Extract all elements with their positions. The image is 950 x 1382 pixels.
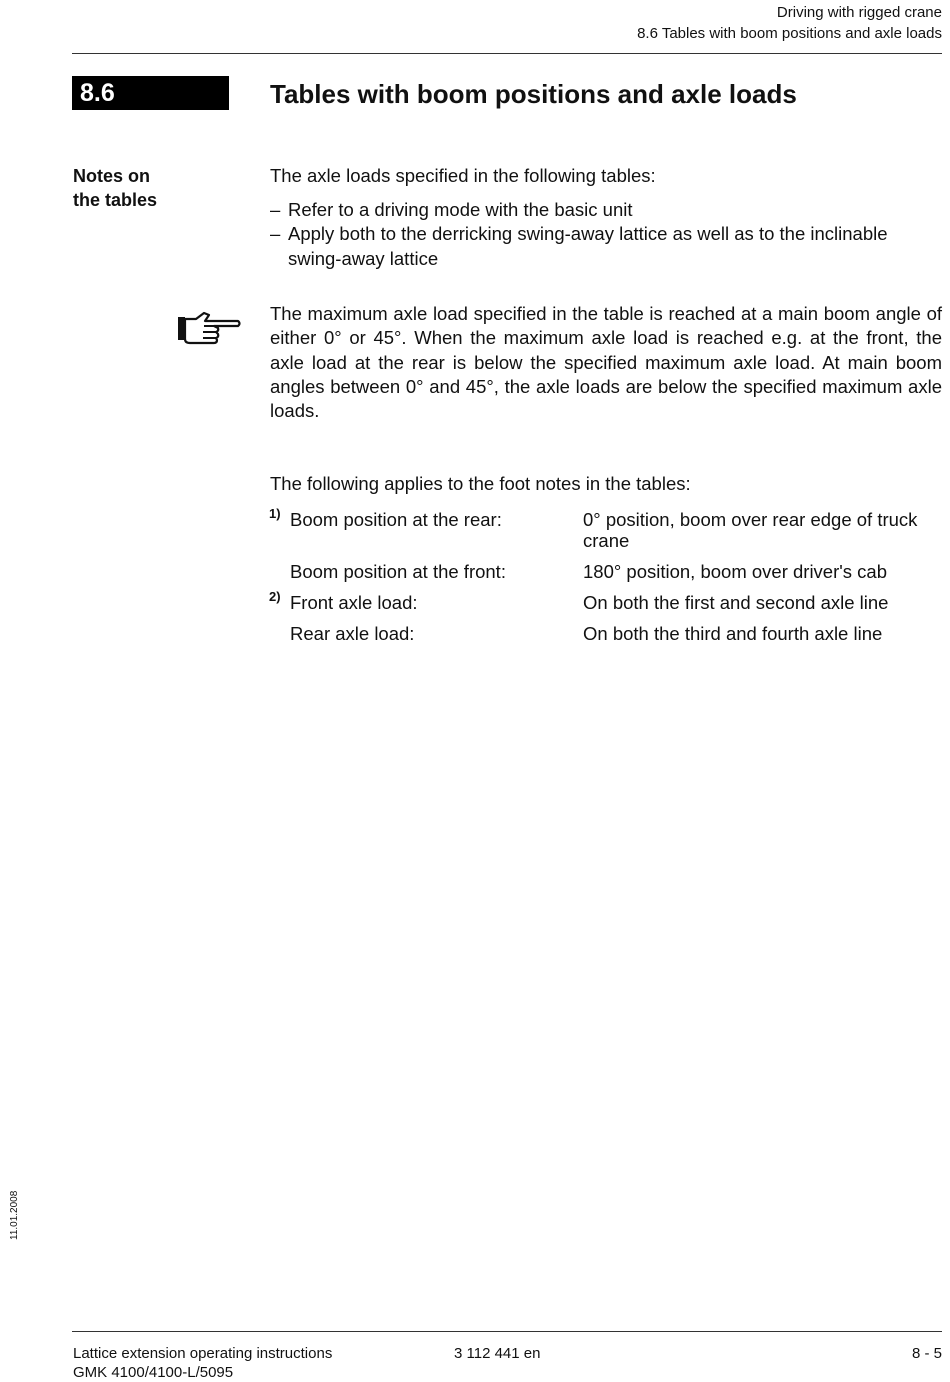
- footnote-label: Rear axle load:: [290, 623, 415, 644]
- bullet-dash: –: [270, 199, 281, 220]
- list-item: [270, 222, 942, 271]
- footnote-mark-1: 1): [269, 506, 281, 521]
- section-title: Tables with boom positions and axle loads: [270, 79, 797, 109]
- bullet-dash: –: [270, 223, 281, 245]
- header-section: 8.6 Tables with boom positions and axle loads: [637, 25, 942, 42]
- footnote-value: 0° position, boom over rear edge of truck crane: [583, 509, 918, 551]
- hint-paragraph: The maximum axle load specified in the table is reached at a main boom angle of either 0° or 45°. When the maximum axle load is reached e.g. at the front, the axle load at the rear is below the specified maximum axle load. At main boom angles between 0° and 45°, the axle loads are below the specified maximum axle loads.: [270, 303, 942, 422]
- footnote-mark-2: 2): [269, 589, 281, 604]
- bullet-text: Refer to a driving mode with the basic unit: [288, 199, 633, 220]
- pointing-hand-icon: [176, 310, 242, 346]
- bullet-text: Apply both to the derricking swing-away lattice as well as to the inclinable swing-away lattice: [288, 223, 888, 269]
- notes-label: [73, 164, 243, 212]
- header-chapter: Driving with rigged crane: [776, 4, 942, 21]
- notes-intro: The axle loads specified in the following tables:: [270, 165, 656, 186]
- notes-label-line1: Notes on: [73, 166, 151, 186]
- footnotes-intro: The following applies to the foot notes in the tables:: [270, 473, 691, 494]
- footer-doc-number: 3 112 441 en: [454, 1345, 541, 1362]
- notes-label-line2: the tables: [73, 190, 158, 210]
- footnote-label: Boom position at the rear:: [290, 509, 502, 530]
- footer-model: GMK 4100/4100-L/5095: [73, 1364, 234, 1381]
- footer-rule: [72, 1331, 942, 1332]
- footnote-value: 180° position, boom over driver's cab: [583, 561, 888, 582]
- side-date: 11.01.2008: [9, 1190, 20, 1240]
- footnote-value: On both the third and fourth axle line: [583, 623, 883, 644]
- section-number: 8.6: [72, 76, 229, 110]
- footnote-value: On both the first and second axle line: [583, 592, 889, 613]
- notes-bullet-list: [270, 198, 942, 271]
- header-rule: [72, 53, 942, 54]
- list-item: [270, 198, 942, 222]
- footnote-label: Boom position at the front:: [290, 561, 506, 582]
- footer-page-number: 8 - 5: [911, 1345, 942, 1362]
- footnote-label: Front axle load:: [290, 592, 418, 613]
- footer-doc-title: Lattice extension operating instructions: [73, 1345, 333, 1362]
